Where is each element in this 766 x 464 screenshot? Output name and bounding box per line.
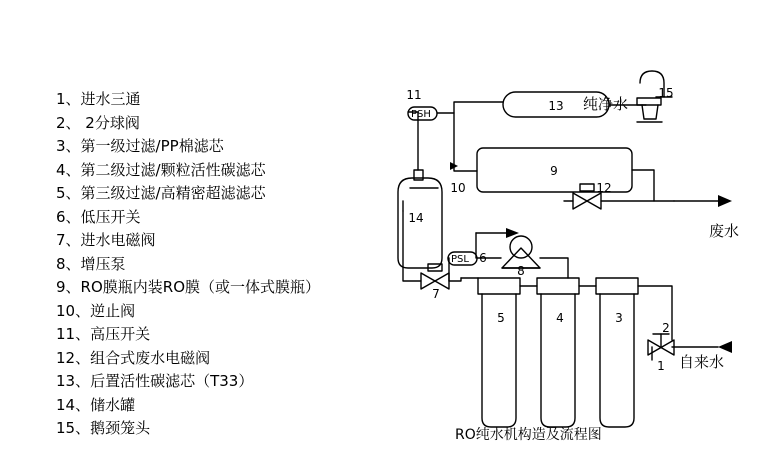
label-5: 5 [497, 311, 505, 325]
label-10: 10 [450, 181, 466, 195]
label-9: 9 [550, 164, 558, 178]
label-3: 3 [615, 311, 623, 325]
filter-housing-5 [478, 278, 520, 427]
list-item: 7、进水电磁阀 [56, 231, 156, 249]
list-item: 14、储水罐 [56, 395, 136, 414]
label-waste-water: 废水 [709, 222, 740, 240]
list-item: 11、高压开关 [56, 325, 151, 343]
label-4: 4 [556, 311, 564, 325]
list-item: 2、 2分球阀 [56, 113, 140, 132]
list-item: 15、鹅颈笼头 [56, 419, 151, 437]
list-item: 1、进水三通 [56, 90, 141, 108]
label-tap-water: 自来水 [679, 353, 725, 371]
label-11: 11 [406, 88, 422, 102]
list-item: 12、组合式废水电磁阀 [56, 348, 211, 367]
list-item: 6、低压开关 [56, 207, 141, 226]
list-item: 5、第三级过滤/高精密超滤滤芯 [56, 184, 266, 202]
label-13: 13 [548, 99, 564, 113]
list-item: 10、逆止阀 [56, 301, 136, 320]
filter-housing-4 [537, 278, 579, 427]
list-item: 9、RO膜瓶内装RO膜（或一体式膜瓶） [56, 278, 321, 296]
label-6: 6 [479, 251, 487, 265]
label-1: 1 [657, 359, 665, 373]
label-15: 15 [658, 86, 674, 100]
list-item: 4、第二级过滤/颗粒活性碳滤芯 [56, 160, 266, 179]
label-8: 8 [517, 264, 525, 278]
label-7: 7 [432, 287, 440, 301]
label-psl: PSL [451, 254, 469, 265]
diagram-caption: RO纯水机构造及流程图 [455, 427, 602, 443]
list-item: 8、增压泵 [56, 254, 126, 273]
label-pure-water: 纯净水 [583, 95, 629, 113]
label-12: 12 [596, 181, 612, 195]
filter-housing-3 [596, 278, 638, 427]
label-2: 2 [662, 321, 670, 335]
list-item: 13、后置活性碳滤芯（T33） [56, 372, 254, 390]
legend-list [56, 88, 386, 441]
piping [403, 102, 732, 360]
label-14: 14 [408, 211, 424, 225]
label-psh: PSH [411, 109, 431, 120]
flow-diagram [390, 70, 766, 450]
list-item: 3、第一级过滤/PP棉滤芯 [56, 137, 224, 155]
